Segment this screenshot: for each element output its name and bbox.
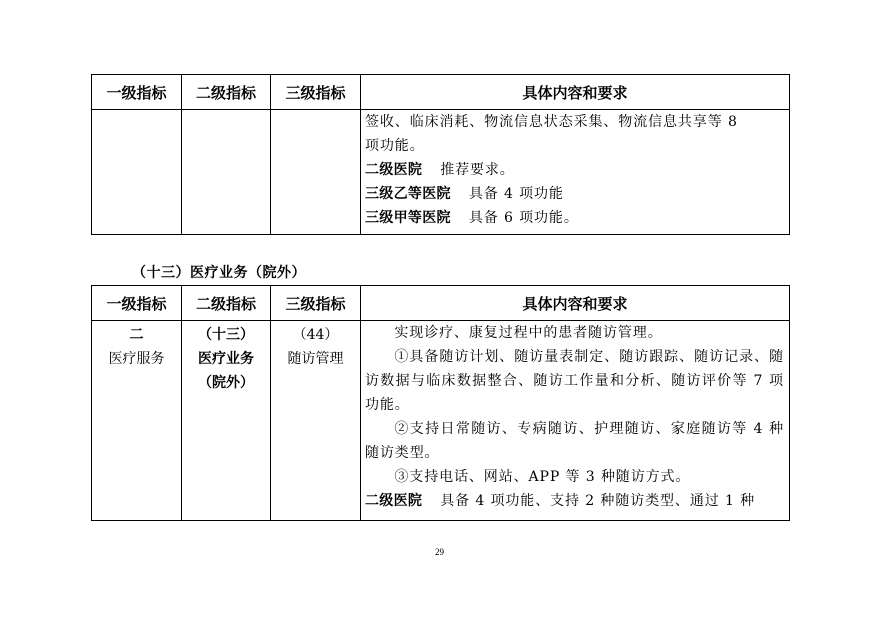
level1-cell (92, 321, 182, 521)
content-cell (361, 110, 790, 235)
header-level3: 三级指标 (271, 75, 361, 110)
intro-paragraph: 实现诊疗、康复过程中的患者随访管理。 (394, 325, 663, 341)
level1-cell (92, 110, 182, 235)
grade-requirement (365, 206, 784, 230)
header-content: 具体内容和要求 (361, 75, 790, 110)
grade-requirement (365, 158, 784, 182)
level1-number: 二 (129, 327, 144, 343)
grade-label: 二级医院 (365, 162, 423, 178)
level2-name: 医疗业务 (198, 351, 254, 367)
level2-cell (182, 110, 271, 235)
level2-cell (182, 321, 271, 521)
grade-text: 推荐要求。 (440, 162, 515, 178)
section-title: （十三）医疗业务（院外） (132, 265, 306, 281)
content-line: 签收、临床消耗、物流信息状态采集、物流信息共享等 8 (365, 114, 738, 130)
function-item: ③支持电话、网站、APP 等 3 种随访方式。 (394, 469, 691, 485)
level3-number: （44） (292, 327, 339, 343)
grade-text: 具备 4 项功能、支持 2 种随访类型、通过 1 种 (440, 493, 756, 509)
grade-requirement (365, 182, 784, 206)
grade-requirement (365, 489, 784, 513)
grade-text: 具备 4 项功能 (468, 186, 564, 202)
level3-name: 随访管理 (287, 351, 344, 367)
header-content: 具体内容和要求 (361, 286, 790, 321)
header-level2: 二级指标 (182, 75, 271, 110)
level3-cell (271, 321, 361, 521)
header-row (92, 286, 790, 321)
header-level2: 二级指标 (182, 286, 271, 321)
grade-label: 二级医院 (365, 493, 423, 509)
grade-text: 具备 6 项功能。 (468, 210, 579, 226)
level1-name: 医疗服务 (108, 351, 165, 367)
grade-label: 三级甲等医院 (365, 210, 451, 226)
header-level3: 三级指标 (271, 286, 361, 321)
grade-label: 三级乙等医院 (365, 186, 451, 202)
header-level1: 一级指标 (92, 75, 182, 110)
header-level1: 一级指标 (92, 286, 182, 321)
page-number: 29 (435, 547, 444, 557)
content-cell (361, 321, 790, 521)
table-row (92, 110, 790, 235)
function-item: ②支持日常随访、专病随访、护理随访、家庭随访等 4 种随访类型。 (365, 421, 784, 461)
content-line: 项功能。 (365, 138, 425, 154)
function-item: ①具备随访计划、随访量表制定、随访跟踪、随访记录、随访数据与临床数据整合、随访工作量和分析、随访评价等 7 项功能。 (365, 349, 784, 413)
level2-sub: （院外） (198, 375, 254, 391)
header-row (92, 75, 790, 110)
level3-cell (271, 110, 361, 235)
requirements-table-continued (91, 74, 790, 235)
table-row (92, 321, 790, 521)
level2-number: （十三） (198, 327, 254, 343)
requirements-table (91, 285, 790, 521)
